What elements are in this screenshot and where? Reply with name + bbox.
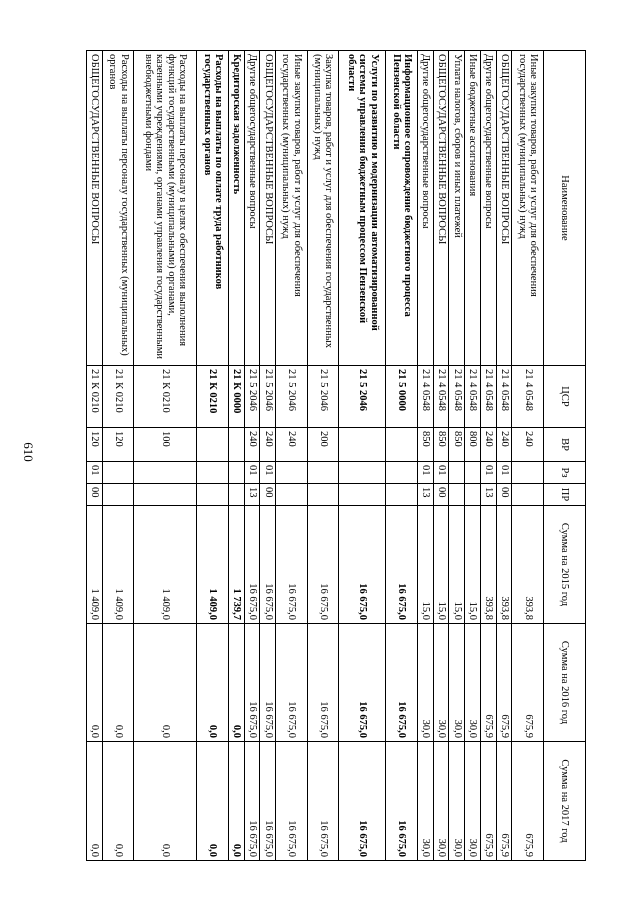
cell-sum-2016: 30,0: [465, 624, 481, 742]
table-row: [496, 51, 512, 861]
cell-rz: 01: [260, 462, 276, 484]
cell-pr: 00: [433, 484, 449, 506]
cell-rz: [197, 462, 229, 484]
cell-rz: 01: [496, 462, 512, 484]
cell-csr: 21 4 0548: [433, 366, 449, 428]
cell-name: Закупка товаров, работ и услуг для обеспечения государственных (муниципальных) нужд: [307, 51, 339, 366]
cell-csr: 21 К 0210: [134, 366, 197, 428]
cell-pr: [512, 484, 544, 506]
cell-vr: 240: [480, 428, 496, 462]
cell-pr: [134, 484, 197, 506]
cell-rz: [102, 462, 134, 484]
cell-name: Расходы на выплаты персоналу государственных (муниципальных) органов: [102, 51, 134, 366]
cell-csr: 21 К 0210: [87, 366, 103, 428]
cell-csr: 21 4 0548: [417, 366, 433, 428]
table-row: [260, 51, 276, 861]
cell-name: Иные бюджетные ассигнования: [465, 51, 481, 366]
cell-rz: [276, 462, 308, 484]
cell-sum-2015: 15,0: [417, 506, 433, 624]
cell-vr: 240: [512, 428, 544, 462]
cell-rz: [228, 462, 244, 484]
cell-sum-2015: 16 675,0: [386, 506, 418, 624]
cell-csr: 21 4 0548: [465, 366, 481, 428]
cell-vr: 240: [260, 428, 276, 462]
cell-sum-2016: 675,9: [512, 624, 544, 742]
cell-sum-2017: 30,0: [417, 742, 433, 861]
cell-sum-2015: 15,0: [449, 506, 465, 624]
cell-name: Кредиторская задолженность: [228, 51, 244, 366]
cell-sum-2017: 0,0: [102, 742, 134, 861]
table-row: [433, 51, 449, 861]
cell-vr: 800: [465, 428, 481, 462]
cell-sum-2016: 0,0: [134, 624, 197, 742]
table-row: [417, 51, 433, 861]
cell-name: ОБЩЕГОСУДАРСТВЕННЫЕ ВОПРОСЫ: [496, 51, 512, 366]
table-row: [276, 51, 308, 861]
cell-sum-2016: 675,9: [496, 624, 512, 742]
table-row: [386, 51, 418, 861]
cell-csr: 21 4 0548: [449, 366, 465, 428]
cell-rz: [465, 462, 481, 484]
table-row: [134, 51, 197, 861]
cell-pr: [307, 484, 339, 506]
cell-name: Информационное сопровождение бюджетного процесса Пензенской области: [386, 51, 418, 366]
cell-sum-2015: 15,0: [465, 506, 481, 624]
budget-table: [86, 50, 586, 861]
cell-sum-2015: 1 409,0: [197, 506, 229, 624]
cell-sum-2016: 0,0: [87, 624, 103, 742]
cell-vr: 200: [307, 428, 339, 462]
cell-sum-2017: 0,0: [228, 742, 244, 861]
cell-sum-2015: 1 739,7: [228, 506, 244, 624]
cell-vr: 120: [87, 428, 103, 462]
header-vr: ВР: [544, 428, 586, 462]
cell-csr: 21 5 0000: [386, 366, 418, 428]
table-row: [465, 51, 481, 861]
header-pr: ПР: [544, 484, 586, 506]
cell-rz: [386, 462, 418, 484]
cell-csr: 21 5 2046: [260, 366, 276, 428]
cell-pr: 13: [244, 484, 260, 506]
cell-csr: 21 4 0548: [496, 366, 512, 428]
cell-rz: [307, 462, 339, 484]
rotated-page-area: [86, 50, 586, 860]
cell-rz: [339, 462, 386, 484]
cell-sum-2017: 0,0: [87, 742, 103, 861]
cell-pr: [228, 484, 244, 506]
cell-pr: 00: [496, 484, 512, 506]
cell-sum-2016: 16 675,0: [276, 624, 308, 742]
header-sum-2017: Сумма на 2017 год: [544, 742, 586, 861]
cell-pr: 13: [417, 484, 433, 506]
header-sum-2016: Сумма на 2016 год: [544, 624, 586, 742]
cell-sum-2016: 16 675,0: [339, 624, 386, 742]
cell-name: Другие общегосударственные вопросы: [480, 51, 496, 366]
cell-rz: 01: [244, 462, 260, 484]
cell-sum-2016: 675,9: [480, 624, 496, 742]
table-row: [307, 51, 339, 861]
cell-name: Иные закупки товаров, работ и услуг для обеспечения государственных (муниципальных) нужд: [276, 51, 308, 366]
cell-rz: [134, 462, 197, 484]
cell-sum-2017: 675,9: [496, 742, 512, 861]
cell-pr: [102, 484, 134, 506]
cell-vr: 120: [102, 428, 134, 462]
table-container: [86, 50, 586, 860]
table-row: [228, 51, 244, 861]
cell-name: Расходы на выплаты по оплате труда работников государственных органов: [197, 51, 229, 366]
cell-sum-2015: 16 675,0: [307, 506, 339, 624]
cell-sum-2015: 16 675,0: [260, 506, 276, 624]
cell-csr: 21 4 0548: [480, 366, 496, 428]
cell-csr: 21 4 0548: [512, 366, 544, 428]
cell-vr: [197, 428, 229, 462]
cell-sum-2017: 16 675,0: [339, 742, 386, 861]
cell-sum-2017: 0,0: [134, 742, 197, 861]
table-body: [87, 51, 544, 861]
table-row: [102, 51, 134, 861]
cell-vr: [228, 428, 244, 462]
cell-sum-2015: 1 409,0: [87, 506, 103, 624]
cell-sum-2017: 16 675,0: [386, 742, 418, 861]
cell-csr: 21 5 2046: [307, 366, 339, 428]
cell-sum-2017: 675,9: [512, 742, 544, 861]
cell-csr: 21 К 0210: [197, 366, 229, 428]
cell-pr: [386, 484, 418, 506]
cell-pr: [449, 484, 465, 506]
cell-sum-2015: 15,0: [433, 506, 449, 624]
cell-sum-2017: 16 675,0: [307, 742, 339, 861]
table-row: [449, 51, 465, 861]
page-number: 610: [20, 442, 36, 462]
cell-vr: 240: [276, 428, 308, 462]
table-row: [339, 51, 386, 861]
cell-sum-2017: 30,0: [433, 742, 449, 861]
table-row: [244, 51, 260, 861]
cell-sum-2016: 16 675,0: [244, 624, 260, 742]
cell-csr: 21 К 0210: [102, 366, 134, 428]
cell-rz: [512, 462, 544, 484]
cell-sum-2015: 16 675,0: [339, 506, 386, 624]
cell-sum-2017: 30,0: [465, 742, 481, 861]
cell-name: Другие общегосударственные вопросы: [244, 51, 260, 366]
cell-sum-2015: 1 409,0: [102, 506, 134, 624]
cell-vr: [339, 428, 386, 462]
cell-vr: 850: [449, 428, 465, 462]
cell-rz: 01: [417, 462, 433, 484]
cell-sum-2017: 16 675,0: [244, 742, 260, 861]
cell-sum-2016: 16 675,0: [260, 624, 276, 742]
cell-sum-2015: 393,8: [496, 506, 512, 624]
cell-pr: 00: [260, 484, 276, 506]
cell-vr: 100: [134, 428, 197, 462]
cell-sum-2016: 16 675,0: [386, 624, 418, 742]
cell-sum-2017: 16 675,0: [276, 742, 308, 861]
cell-name: ОБЩЕГОСУДАРСТВЕННЫЕ ВОПРОСЫ: [433, 51, 449, 366]
table-row: [512, 51, 544, 861]
header-rz: Рз: [544, 462, 586, 484]
cell-sum-2017: 16 675,0: [260, 742, 276, 861]
header-sum-2015: Сумма на 2015 год: [544, 506, 586, 624]
cell-vr: 850: [417, 428, 433, 462]
cell-sum-2015: 16 675,0: [276, 506, 308, 624]
table-row: [197, 51, 229, 861]
header-csr: ЦСР: [544, 366, 586, 428]
cell-sum-2017: 30,0: [449, 742, 465, 861]
cell-pr: 00: [87, 484, 103, 506]
cell-name: Другие общегосударственные вопросы: [417, 51, 433, 366]
cell-name: Расходы на выплаты персоналу в целях обеспечения выполнения функций государственными (муниципальными) органами, казенными учреждениями, органами управления государственными внебюджетными фондами: [134, 51, 197, 366]
table-row: [87, 51, 103, 861]
cell-sum-2016: 0,0: [102, 624, 134, 742]
cell-sum-2016: 30,0: [433, 624, 449, 742]
cell-name: Иные закупки товаров, работ и услуг для обеспечения государственных (муниципальных) нужд: [512, 51, 544, 366]
cell-pr: [465, 484, 481, 506]
cell-sum-2016: 0,0: [228, 624, 244, 742]
cell-name: ОБЩЕГОСУДАРСТВЕННЫЕ ВОПРОСЫ: [87, 51, 103, 366]
cell-vr: 240: [244, 428, 260, 462]
cell-vr: 850: [433, 428, 449, 462]
cell-vr: [386, 428, 418, 462]
cell-pr: [339, 484, 386, 506]
table-row: [480, 51, 496, 861]
cell-sum-2016: 30,0: [449, 624, 465, 742]
cell-rz: [449, 462, 465, 484]
cell-pr: [197, 484, 229, 506]
cell-sum-2015: 393,8: [480, 506, 496, 624]
cell-sum-2016: 16 675,0: [307, 624, 339, 742]
cell-pr: [276, 484, 308, 506]
cell-sum-2015: 393,8: [512, 506, 544, 624]
cell-csr: 21 К 0000: [228, 366, 244, 428]
cell-csr: 21 5 2046: [276, 366, 308, 428]
cell-sum-2016: 0,0: [197, 624, 229, 742]
cell-sum-2017: 675,9: [480, 742, 496, 861]
cell-name: Услуги по развитию и модернизации автоматизированной системы управления бюджетным процессом Пензенской области: [339, 51, 386, 366]
cell-sum-2016: 30,0: [417, 624, 433, 742]
cell-sum-2015: 1 409,0: [134, 506, 197, 624]
header-row: [544, 51, 586, 861]
cell-rz: 01: [433, 462, 449, 484]
cell-csr: 21 5 2046: [244, 366, 260, 428]
cell-vr: 240: [496, 428, 512, 462]
header-name: Наименование: [544, 51, 586, 366]
cell-rz: 01: [87, 462, 103, 484]
cell-csr: 21 5 2046: [339, 366, 386, 428]
cell-name: ОБЩЕГОСУДАРСТВЕННЫЕ ВОПРОСЫ: [260, 51, 276, 366]
cell-sum-2015: 16 675,0: [244, 506, 260, 624]
cell-name: Уплата налогов, сборов и иных платежей: [449, 51, 465, 366]
cell-rz: 01: [480, 462, 496, 484]
cell-sum-2017: 0,0: [197, 742, 229, 861]
cell-pr: 13: [480, 484, 496, 506]
